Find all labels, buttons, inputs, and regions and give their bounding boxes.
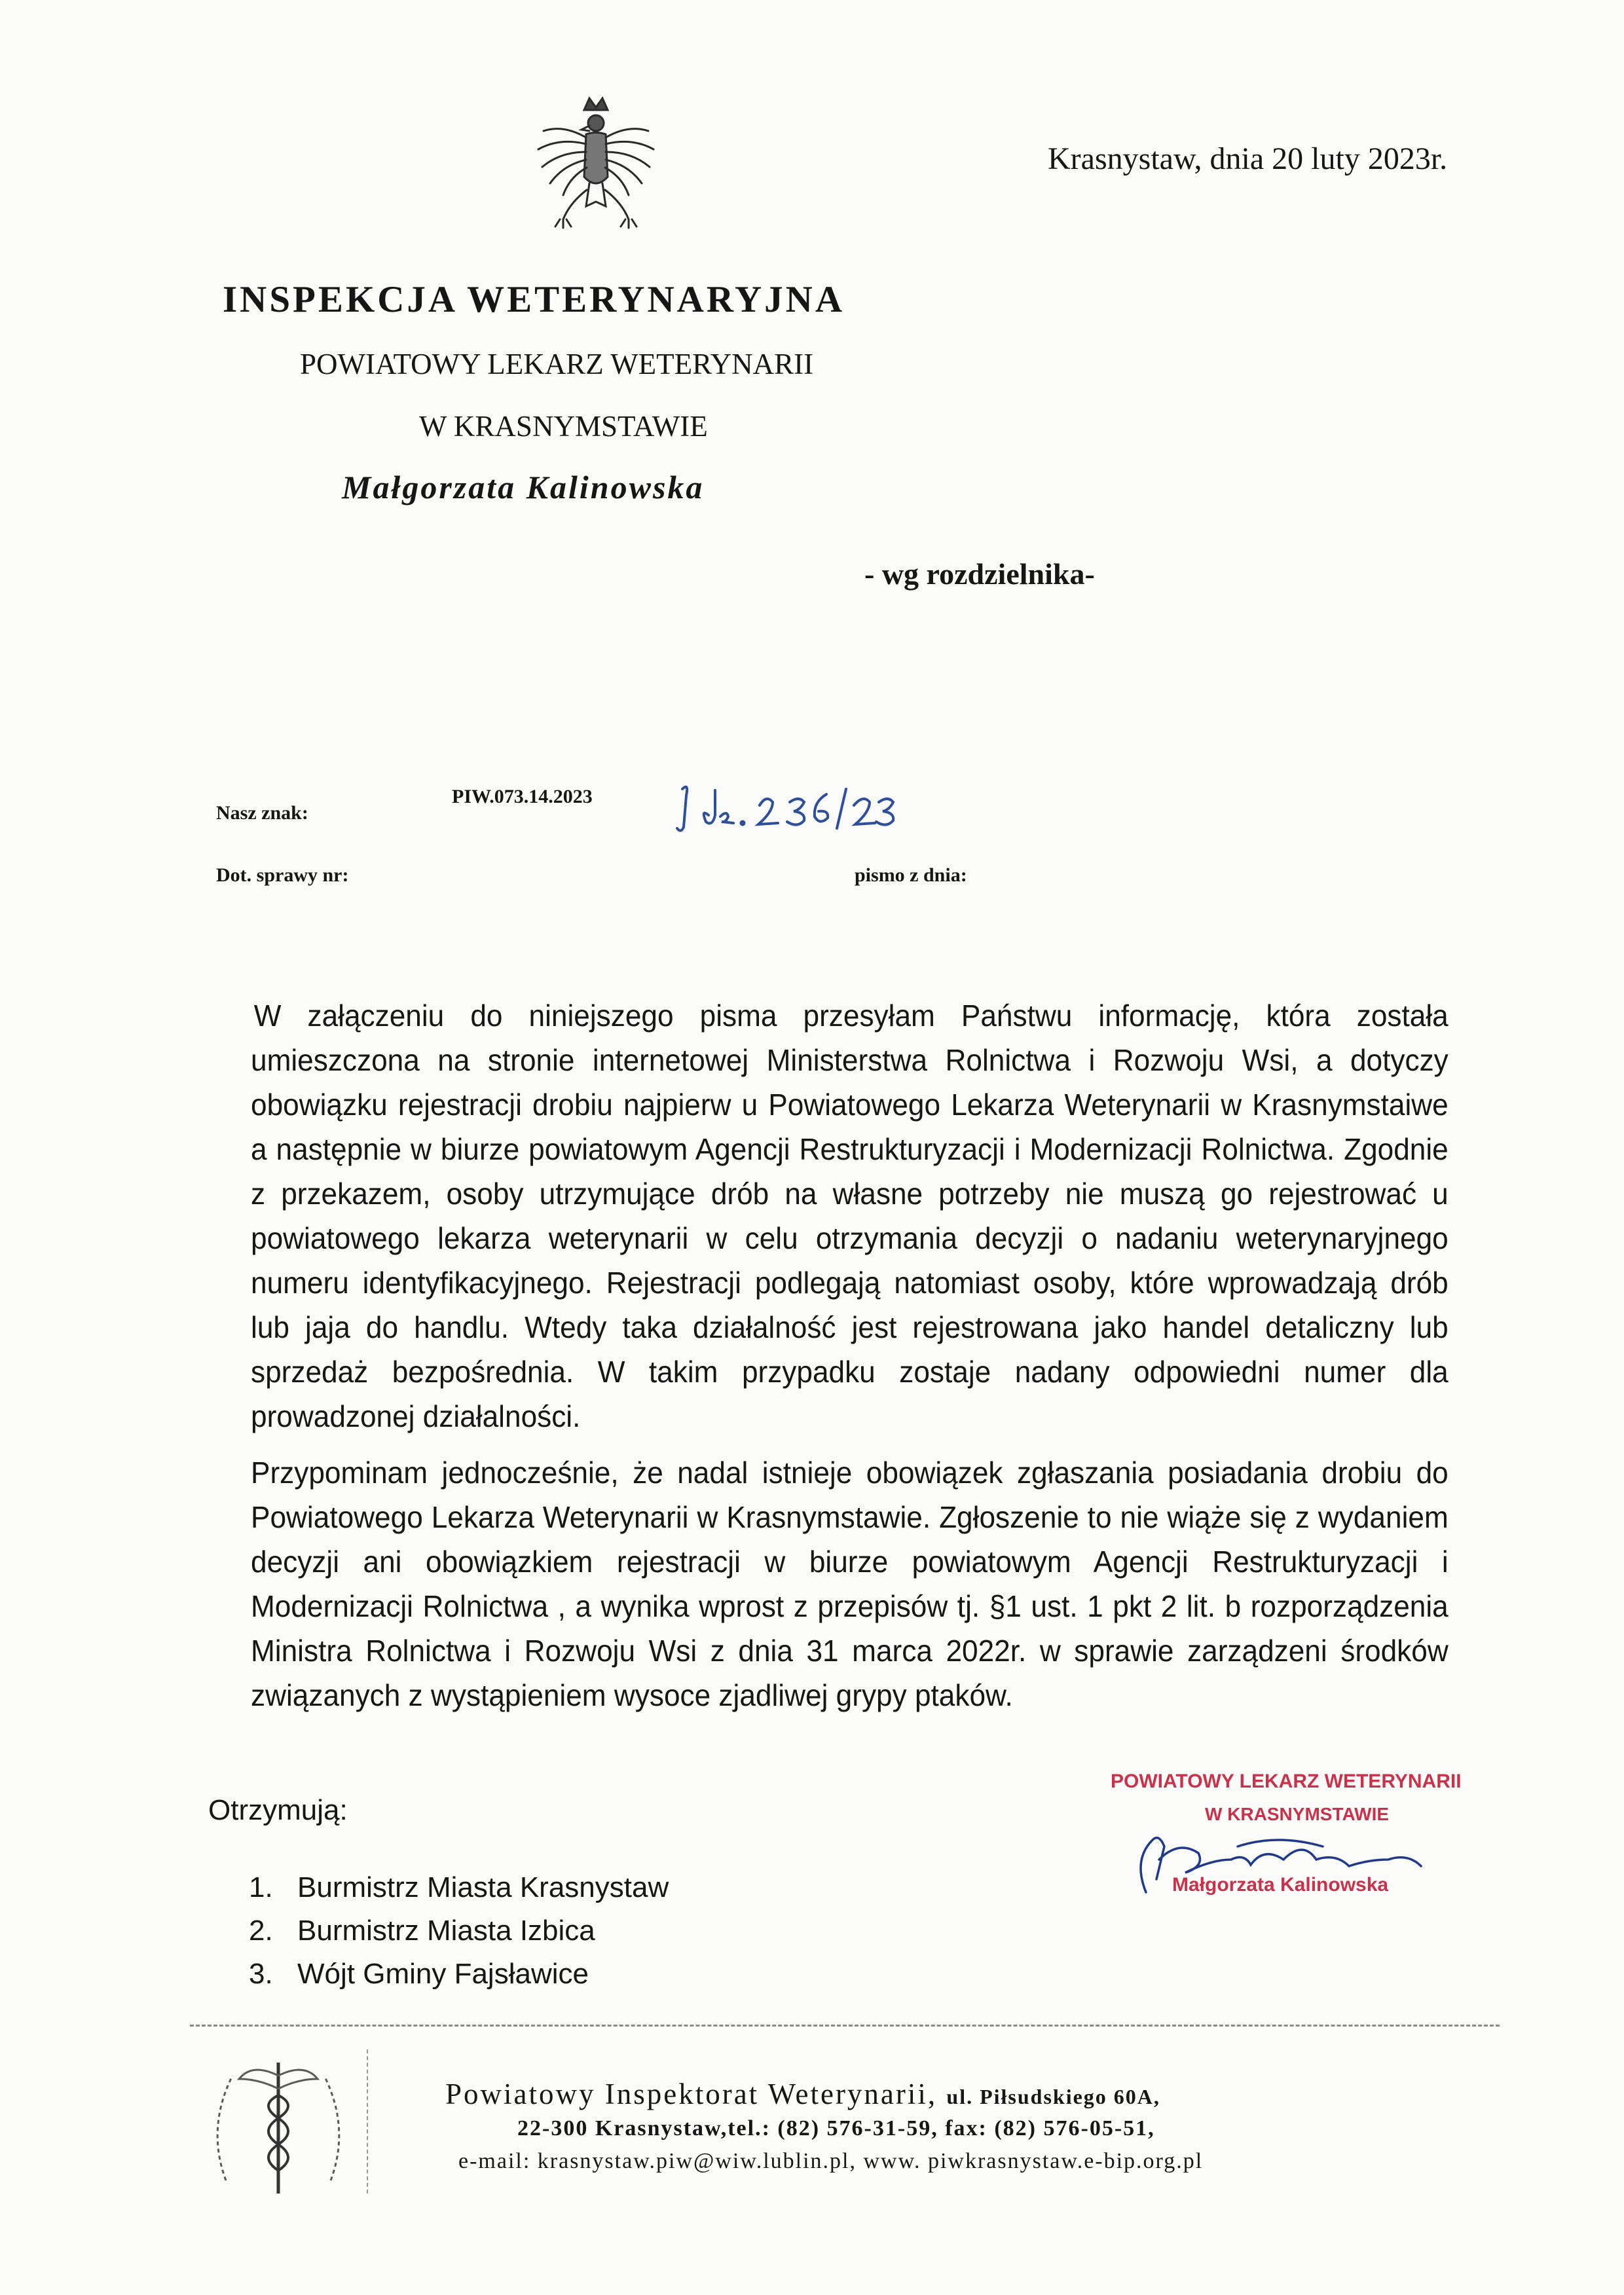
footer-divider — [190, 2025, 1500, 2027]
footer-address-phone: 22-300 Krasnystaw,tel.: (82) 576-31-59, fax: (82) 576-05-51, — [517, 2116, 1155, 2140]
list-item-number: 2. — [249, 1915, 273, 1947]
our-reference-label: Nasz znak: — [216, 802, 308, 824]
body-paragraph-1: W załączeniu do niniejszego pisma przesyłam Państwu informację, która została umieszczona na stronie internetowej Ministerstwa Rolnictwa i Rozwoju Wsi, a dotyczy obowiązku rejestracji drobiu najpierw u Powiatowego Lekarza Weterynarii w Krasnymstaiwe a następnie w biurze powiatowym Agencji Restrukturyzacji i Modernizacji Rolnictwa. Zgodnie z przekazem, osoby utrzymujące drób na własne potrzeby nie muszą go rejestrować u powiatowego lekarza weterynarii w celu otrzymania decyzji o nadaniu weterynaryjnego numeru identyfikacyjnego. Rejestracji podlegają natomiast osoby, które wprowadzają drób lub jaja do handlu. Wtedy taka działalność jest rejestrowana jako handel detaliczny lub sprzedaż bezpośrednia. W takim przypadku zostaje nadany odpowiedni numer dla prowadzonej działalności. — [251, 999, 1449, 1433]
footer-street: ul. Piłsudskiego 60A, — [946, 2085, 1160, 2108]
letter-date: Krasnystaw, dnia 20 luty 2023r. — [1048, 141, 1448, 176]
list-item — [249, 1953, 669, 1996]
stamp-line-1: POWIATOWY LEKARZ WETERYNARII — [1111, 1771, 1462, 1792]
body-paragraph-2: Przypominam jednocześnie, że nadal istnieje obowiązek zgłaszania posiadania drobiu do Powiatowego Lekarza Weterynarii w Krasnymstawie. Zgłoszenie to nie wiąże się z wydaniem decyzji ani obowiązkiem rejestracji w biurze powiatowym Agencji Restrukturyzacji i Modernizacji Rolnictwa , a wynika wprost z przepisów tj. §1 ust. 1 pkt 2 lit. b rozporządzenia Ministra Rolnictwa i Rozwoju Wsi z dnia 31 marca 2022r. w sprawie zarządzeni środków związanych z wystąpieniem wysoce zjadliwej grypy ptaków. — [251, 1456, 1449, 1712]
official-name: Małgorzata Kalinowska — [342, 469, 705, 505]
case-number-label: Dot. sprawy nr: — [216, 864, 349, 886]
stamp-line-2: W KRASNYMSTAWIE — [1205, 1804, 1390, 1824]
official-stamp — [1107, 1761, 1473, 1919]
list-item — [249, 1909, 669, 1953]
office-title: POWIATOWY LEKARZ WETERYNARII — [300, 348, 814, 380]
list-item-name: Burmistrz Miasta Krasnystaw — [297, 1871, 669, 1903]
list-item-name: Wójt Gminy Fajsławice — [297, 1958, 589, 1990]
institution-title: INSPEKCJA WETERYNARYJNA — [223, 279, 845, 320]
handwritten-registry-note — [674, 776, 897, 835]
footer-organization — [445, 2077, 1160, 2111]
list-item — [249, 1866, 669, 1909]
footer-separator — [367, 2049, 368, 2194]
stamp-line-3: Małgorzata Kalinowska — [1172, 1874, 1389, 1896]
list-item-name: Burmistrz Miasta Izbica — [297, 1915, 595, 1947]
footer-org-name: Powiatowy Inspektorat Weterynarii, — [445, 2078, 938, 2110]
office-location: W KRASNYMSTAWIE — [419, 410, 708, 443]
recipient-note: - wg rozdzielnika- — [864, 557, 1095, 591]
recipients-heading: Otrzymują: — [208, 1794, 348, 1826]
list-item-number: 3. — [249, 1958, 273, 1990]
footer-contact: e-mail: krasnystaw.piw@wiw.lublin.pl, www. piwkrasnystaw.e-bip.org.pl — [458, 2149, 1204, 2173]
our-reference-value: PIW.073.14.2023 — [452, 786, 593, 807]
polish-eagle-icon — [524, 92, 668, 249]
referenced-letter-date-label: pismo z dnia: — [855, 864, 967, 886]
recipients-list — [249, 1866, 669, 1996]
list-item-number: 1. — [249, 1871, 273, 1903]
caduceus-icon — [200, 2043, 357, 2207]
